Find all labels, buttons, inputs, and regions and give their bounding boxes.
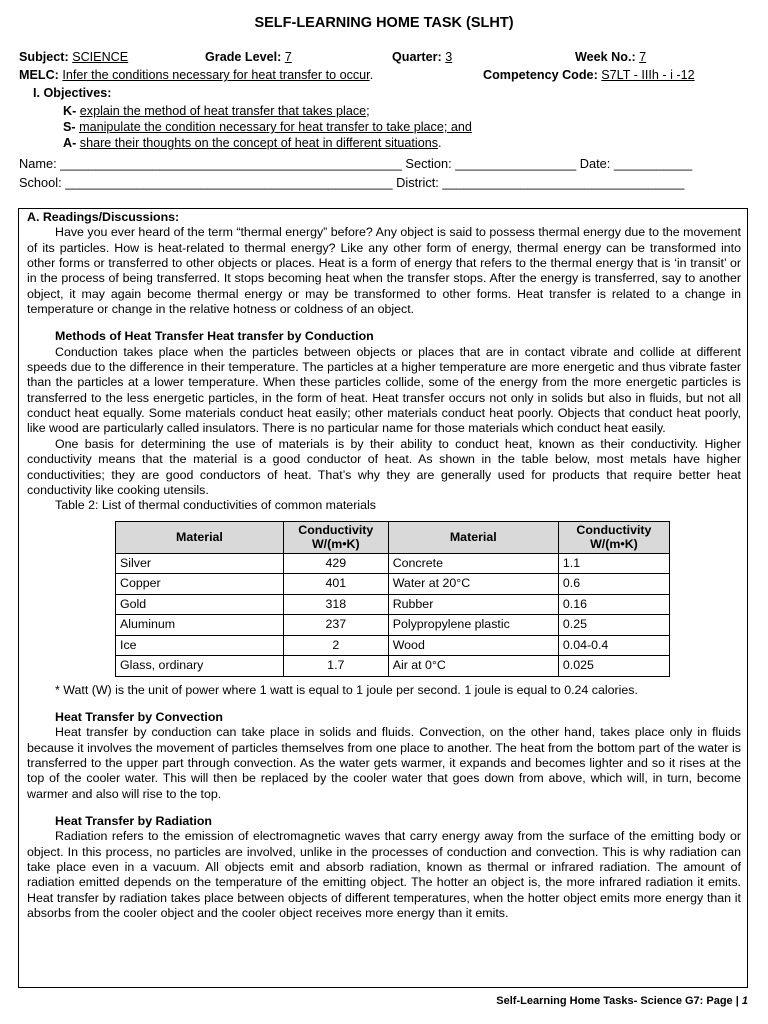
- quarter-value: 3: [445, 50, 453, 64]
- name-section-date-line[interactable]: Name: ________________________________________________ Section: _________________ Date: ___________: [19, 156, 693, 171]
- melc-label: MELC:: [19, 68, 59, 82]
- conductivity-table: [115, 521, 670, 677]
- grade-row: [205, 50, 292, 64]
- table-cell: Gold: [116, 594, 284, 615]
- objective-text: share their thoughts on the concept of heat in different situations: [79, 136, 439, 150]
- table-cell: Polypropylene plastic: [388, 615, 558, 636]
- objective-k: K- explain the method of heat transfer that takes place;: [63, 104, 370, 118]
- conduction-paragraph-1: Conduction takes place when the particles between objects or places that are in contact vibrate and collide at different speeds due to the difference in their temperature. The particles at a higher temperature are more energetic and thus vibrate faster than the particles at a lower temperature. When these particles collide, some of the energy from the more energetic particles is transferred to the less energetic particles, in the form of heat. Heat transfer occurs not only in solids but also in fluids, but not all conduct heat equally. Some materials conduct heat easily; other materials conduct heat poorly. Objects that conduct heat poorly, like wood are particularly called insulators. There is no particular name for those materials which conduct heat easily.: [27, 344, 741, 436]
- header-material-2: Material: [388, 521, 558, 553]
- table-row: [116, 594, 670, 615]
- subject-row: [19, 50, 128, 64]
- header-conductivity-2: Conductivity W/(m•K): [558, 521, 669, 553]
- convection-paragraph: Heat transfer by conduction can take place in solids and fluids. Convection, on the other hand, takes place only in fluids because it involves the movement of particles themselves from one place to another. The heat from the bottom part of the water is transferred to the upper part through convection. As the water gets warmer, it expands and becomes lighter and so it rises at the top of the cooler water. This will then be replaced by the cooler water that goes down from above, which will, in turn, become warmer and also will rise to the top.: [27, 725, 741, 801]
- table-row: [116, 553, 670, 574]
- grade-value: 7: [284, 50, 292, 64]
- page-number: 1: [741, 995, 748, 1007]
- radiation-heading: Heat Transfer by Radiation: [55, 813, 212, 828]
- school-district-line[interactable]: School: ______________________________________________ District: __________________________________: [19, 175, 685, 190]
- table-cell: 0.16: [558, 594, 669, 615]
- objective-a: A- share their thoughts on the concept of heat in different situations.: [63, 136, 442, 150]
- table-cell: Copper: [116, 574, 284, 595]
- objective-s: [63, 120, 472, 134]
- table-cell: 0.04-0.4: [558, 635, 669, 656]
- table-caption: Table 2: List of thermal conductivities of common materials: [55, 498, 376, 513]
- table-cell: 1.1: [558, 553, 669, 574]
- objective-text: explain the method of heat transfer that takes place: [79, 104, 367, 118]
- quarter-label: Quarter:: [392, 50, 442, 64]
- table-cell: Ice: [116, 635, 284, 656]
- table-cell: Wood: [388, 635, 558, 656]
- competency-value: S7LT - IIIh - i -12: [601, 68, 695, 82]
- table-cell: 318: [283, 594, 388, 615]
- conduction-heading: Methods of Heat Transfer Heat transfer by Conduction: [55, 329, 374, 344]
- conduction-paragraph-2: One basis for determining the use of materials is by their ability to conduct heat, known as their conductivity. Higher conductivity means that the material is a good conductor of heat. As shown in the table below, most metals have higher conductivities; they are good conductors of heat. That’s why they are generally used for products that require better heat conductivity like cooking utensils.: [27, 436, 741, 497]
- page-footer: [496, 995, 748, 1007]
- competency-label: Competency Code:: [483, 68, 598, 82]
- melc-value: Infer the conditions necessary for heat transfer to occur: [62, 68, 370, 82]
- quarter-row: [392, 50, 452, 64]
- table-cell: Aluminum: [116, 615, 284, 636]
- objective-key: S-: [63, 120, 76, 134]
- table-cell: Rubber: [388, 594, 558, 615]
- convection-heading: Heat Transfer by Convection: [55, 709, 224, 724]
- table-note: * Watt (W) is the unit of power where 1 watt is equal to 1 joule per second. 1 joule is equal to 0.24 calories.: [55, 682, 638, 697]
- radiation-paragraph: Radiation refers to the emission of electromagnetic waves that carry energy away from the surface of the emitting body or object. In this process, no particles are involved, unlike in the processes of conduction and convection. This is why radiation can take place even in a vacuum. All objects emit and absorb radiation, known as thermal or infrared radiation. The amount of radiation emitted depends on the temperature of the emitting object. The hotter an object is, the more infrared radiation it emits. Heat transfer by radiation takes place between objects of different temperatures, when the hotter object emits more energy than it absorbs from the cooler object and the cooler object receives more energy than it emits.: [27, 829, 741, 920]
- table-row: [116, 574, 670, 595]
- table-cell: Silver: [116, 553, 284, 574]
- table-row: [116, 656, 670, 677]
- objectives-heading: I. Objectives:: [33, 86, 112, 100]
- melc-row: MELC: Infer the conditions necessary for heat transfer to occur.: [19, 68, 374, 82]
- readings-box: [18, 208, 748, 988]
- table-cell: 0.025: [558, 656, 669, 677]
- subject-label: Subject:: [19, 50, 69, 64]
- footer-text: Self-Learning Home Tasks- Science G7: Page |: [496, 995, 742, 1007]
- competency-row: [483, 68, 695, 82]
- table-cell: Air at 0°C: [388, 656, 558, 677]
- table-cell: Water at 20°C: [388, 574, 558, 595]
- week-row: [575, 50, 646, 64]
- intro-paragraph: Have you ever heard of the term “thermal energy” before? Any object is said to possess thermal energy due to the movement of its particles. How is heat-related to thermal energy? Like any other form of energy, thermal energy can be transformed into other forms or transferred to other objects or places. Heat is a form of energy that refers to the thermal energy that is ‘in transit’ or in the process of being transferred. It stops becoming heat when the transfer stops. After the energy is transferred, say to another object, it may again become thermal energy or may be transformed to other forms. Heat transfer is related to a change in temperature or change in the relative hotness or coldness of an object.: [27, 225, 741, 317]
- readings-content: [27, 210, 741, 921]
- document-title: SELF-LEARNING HOME TASK (SLHT): [254, 15, 514, 31]
- header-material-1: Material: [116, 521, 284, 553]
- table-row: [116, 615, 670, 636]
- objective-key: K-: [63, 104, 77, 118]
- subject-value: SCIENCE: [72, 50, 129, 64]
- grade-label: Grade Level:: [205, 50, 282, 64]
- week-value: 7: [639, 50, 647, 64]
- table-cell: Concrete: [388, 553, 558, 574]
- readings-heading: A. Readings/Discussions:: [27, 210, 180, 224]
- week-label: Week No.:: [575, 50, 636, 64]
- table-cell: 0.6: [558, 574, 669, 595]
- header-conductivity-1: Conductivity W/(m•K): [283, 521, 388, 553]
- table-cell: 401: [283, 574, 388, 595]
- table-cell: 237: [283, 615, 388, 636]
- table-cell: Glass, ordinary: [116, 656, 284, 677]
- table-cell: 429: [283, 553, 388, 574]
- objective-key: A-: [63, 136, 77, 150]
- table-cell: 2: [283, 635, 388, 656]
- table-header-row: [116, 521, 670, 553]
- table-cell: 1.7: [283, 656, 388, 677]
- table-cell: 0.25: [558, 615, 669, 636]
- objective-text: manipulate the condition necessary for heat transfer to take place; and: [79, 120, 472, 134]
- table-row: [116, 635, 670, 656]
